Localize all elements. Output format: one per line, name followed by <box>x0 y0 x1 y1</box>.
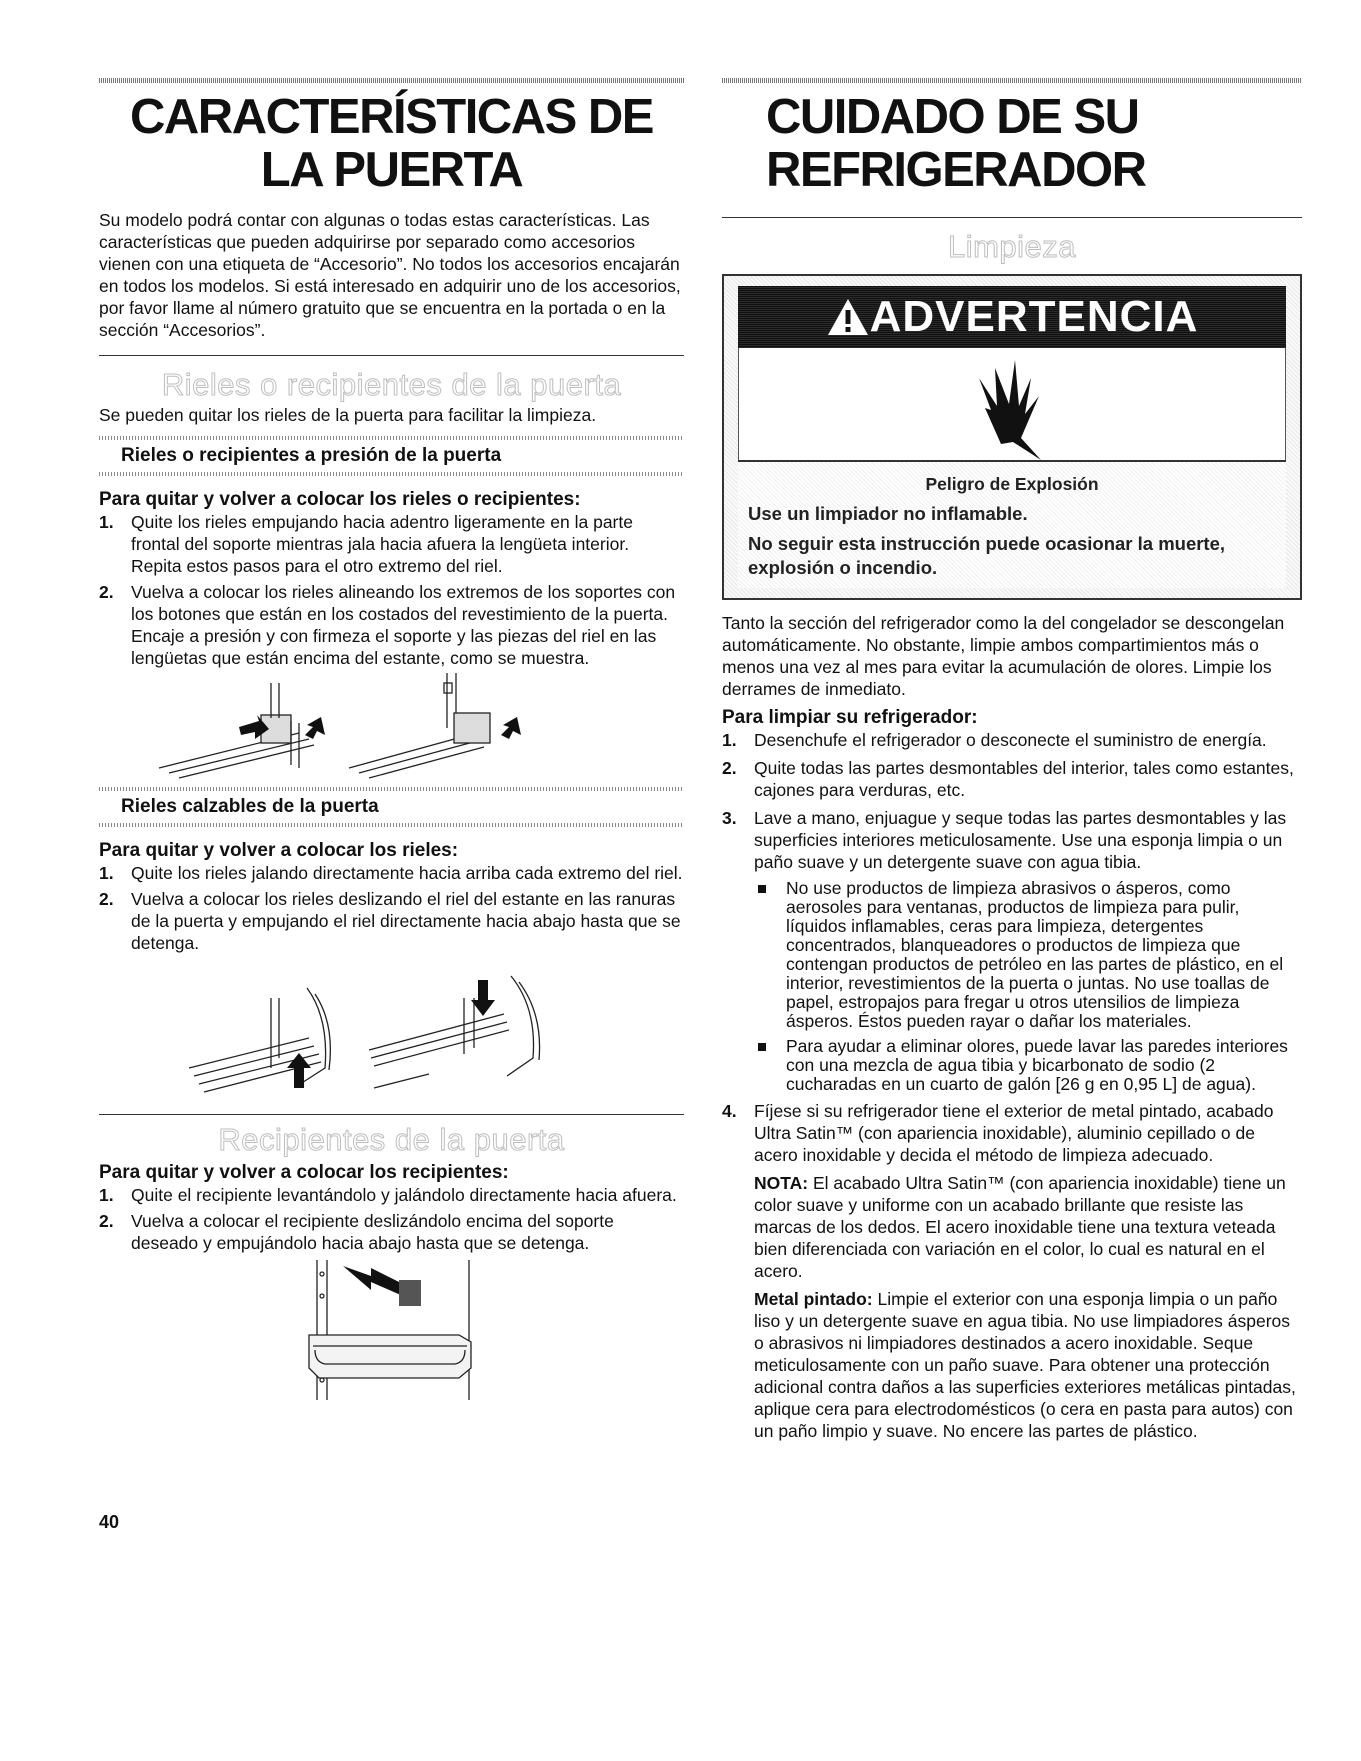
step-number: 3. <box>722 808 737 828</box>
list-item <box>99 511 684 577</box>
title-line-2: LA PUERTA <box>260 143 523 197</box>
warning-banner <box>738 286 1286 348</box>
step-number: 1. <box>722 730 737 750</box>
left-column <box>99 78 684 1532</box>
title-line-2: REFRIGERADOR <box>766 143 1146 197</box>
painted-metal-paragraph <box>754 1288 1302 1442</box>
stripe-divider <box>99 436 684 440</box>
list-item <box>99 862 684 884</box>
note-label: NOTA: <box>754 1173 809 1193</box>
bullet-text: Para ayudar a eliminar olores, puede lavar las paredes interiores con una mezcla de agua tibia y bicarbonato de sodio (2 cucharadas en un cuarto de galón [26 g en 0,95 L] de agua). <box>786 1036 1288 1094</box>
procedure-heading: Para quitar y volver a colocar los recipientes: <box>99 1162 509 1183</box>
warning-consequence: No seguir esta instrucción puede ocasionar la muerte, explosión o incendio. <box>748 533 1226 578</box>
step-text: Lave a mano, enjuague y seque todas las partes desmontables y las superficies interiores meticulosamente. Use una esponja limpia o un paño suave y un detergente suave con agua tibia. <box>754 808 1287 872</box>
step-number: 2. <box>99 889 114 909</box>
slide-in-rails-illustration <box>99 958 684 1108</box>
page-title <box>766 91 1302 197</box>
door-bin-illustration <box>99 1260 684 1400</box>
section-divider <box>99 1114 684 1115</box>
note-paragraph <box>754 1172 1302 1282</box>
section-divider <box>99 355 684 356</box>
step-number: 4. <box>722 1101 737 1121</box>
bullet-square-icon <box>758 885 766 893</box>
stripe-divider <box>99 787 684 791</box>
bullet-item <box>754 879 1302 1031</box>
list-item <box>722 757 1302 801</box>
list-item <box>99 581 684 669</box>
section-title: Limpieza <box>947 229 1077 264</box>
step-text: Quite el recipiente levantándolo y jalándolo directamente hacia afuera. <box>131 1185 677 1205</box>
bullet-square-icon <box>758 1043 766 1051</box>
step-text: Quite los rieles jalando directamente hacia arriba cada extremo del riel. <box>131 863 683 883</box>
steps-list <box>99 862 684 954</box>
step-text: Quite todas las partes desmontables del interior, tales como estantes, cajones para verduras, etc. <box>754 758 1294 800</box>
warning-symbol-area <box>738 348 1286 460</box>
list-item <box>722 807 1302 1094</box>
step-text: Vuelva a colocar los rieles alineando los extremos de los soportes con los botones que están en los costados del revestimiento de la puerta. Encaje a presión y con firmeza el soporte y las piezas del riel en las lengüetas que están encima del estante, como se muestra. <box>131 582 676 668</box>
cleaning-intro: Tanto la sección del refrigerador como la del congelador se descongelan automáticamente. No obstante, limpie ambos compartimientos más o menos una vez al mes para evitar la acumulación de olores. Limpie los derrames de inmediato. <box>722 613 1285 699</box>
step-text: Fíjese si su refrigerador tiene el exterior de metal pintado, acabado Ultra Satin™ (con apariencia inoxidable), aluminio cepillado o de acero inoxidable y decida el método de limpieza adecuado. <box>754 1101 1274 1165</box>
bullet-list <box>754 879 1302 1094</box>
page-number: 40 <box>99 1512 120 1532</box>
step-number: 1. <box>99 1185 114 1205</box>
procedure-heading: Para quitar y volver a colocar los rieles o recipientes: <box>99 489 581 510</box>
list-item <box>722 729 1302 751</box>
steps-list <box>99 511 684 669</box>
step-number: 2. <box>722 758 737 778</box>
warning-word: ADVERTENCIA <box>869 292 1199 341</box>
page-title <box>99 91 684 197</box>
title-line-1: CUIDADO DE SU <box>766 90 1139 144</box>
step-number: 1. <box>99 512 114 532</box>
section-title: Rieles o recipientes de la puerta <box>161 367 622 402</box>
step-text: Quite los rieles empujando hacia adentro ligeramente en la parte frontal del soporte mientras jala hacia afuera la lengüeta interior. Repita estos pasos para el otro extremo del riel. <box>131 512 633 576</box>
procedure-heading: Para limpiar su refrigerador: <box>722 707 978 728</box>
note-text: El acabado Ultra Satin™ (con apariencia inoxidable) tiene un color suave y uniforme con un acabado brillante que resiste las marcas de los dedos. El acero inoxidable tiene una textura veteada bien diferenciada con variación en el color, lo cual es natural en el acero. <box>754 1173 1286 1281</box>
stripe-divider <box>99 472 684 476</box>
steps-list <box>722 729 1302 1442</box>
step-number: 1. <box>99 863 114 883</box>
hazard-title: Peligro de Explosión <box>925 474 1099 494</box>
bullet-item <box>754 1037 1302 1094</box>
steps-list <box>99 1184 684 1254</box>
bullet-text: No use productos de limpieza abrasivos o ásperos, como aerosoles para ventanas, productos de limpieza para pulir, líquidos inflamables, ceras para limpieza, detergentes concentrados, blanqueadores o productos de limpieza que contengan productos de petróleo en las partes de plástico, en el interior, revestimientos de la puerta o juntas. No use toallas de papel, estropajos para fregar u otros utensilios de limpieza ásperos. Éstos pueden rayar o dañar los materiales. <box>786 878 1284 1031</box>
snap-in-rails-illustration <box>99 673 684 783</box>
step-number: 2. <box>99 1211 114 1231</box>
top-rule <box>99 78 684 83</box>
list-item <box>99 888 684 954</box>
warning-text-area <box>738 460 1286 588</box>
stripe-divider <box>99 823 684 827</box>
step-text: Desenchufe el refrigerador o desconecte el suministro de energía. <box>754 730 1267 750</box>
subsection-title: Rieles calzables de la puerta <box>121 796 379 817</box>
painted-metal-label: Metal pintado: <box>754 1289 873 1309</box>
step-number: 2. <box>99 582 114 602</box>
painted-metal-text: Limpie el exterior con una esponja limpia o un paño liso y un detergente suave en agua tibia. No use limpiadores ásperos o abrasivos ni limpiadores destinados a acero inoxidable. Seque meticulosamente con un paño suave. Para obtener una protección adicional contra daños a las superficies exteriores metálicas pintadas, aplique cera para electrodomésticos (o cera en pasta para autos) con un paño limpio y suave. No encere las partes de plástico. <box>754 1289 1296 1441</box>
procedure-heading: Para quitar y volver a colocar los rieles: <box>99 840 459 861</box>
explosion-icon <box>739 348 1289 460</box>
section-divider <box>722 217 1302 218</box>
section-intro: Se pueden quitar los rieles de la puerta para facilitar la limpieza. <box>99 405 597 425</box>
warning-box <box>722 274 1302 600</box>
section-title: Recipientes de la puerta <box>218 1122 565 1157</box>
list-item <box>722 1100 1302 1442</box>
warning-triangle-icon <box>826 297 870 337</box>
step-text: Vuelva a colocar los rieles deslizando el riel del estante en las ranuras de la puerta y empujando el riel directamente hacia abajo hasta que se detenga. <box>131 889 681 953</box>
list-item <box>99 1184 684 1206</box>
right-column <box>722 78 1302 1442</box>
step-text: Vuelva a colocar el recipiente deslizándolo encima del soporte deseado y empujándolo hacia abajo hasta que se detenga. <box>131 1211 614 1253</box>
list-item <box>99 1210 684 1254</box>
warning-instruction: Use un limpiador no inflamable. <box>748 503 1028 524</box>
title-line-1: CARACTERÍSTICAS DE <box>130 90 653 144</box>
top-rule <box>722 78 1302 83</box>
intro-paragraph: Su modelo podrá contar con algunas o todas estas características. Las características que pueden adquirirse por separado como accesorios vienen con una etiqueta de “Accesorio”. No todos los accesorios encajarán en todos los modelos. Si está interesado en adquirir uno de los accesorios, por favor llame al número gratuito que se encuentra en la portada o en la sección “Accesorios”. <box>99 210 681 340</box>
subsection-title: Rieles o recipientes a presión de la puerta <box>121 445 502 466</box>
